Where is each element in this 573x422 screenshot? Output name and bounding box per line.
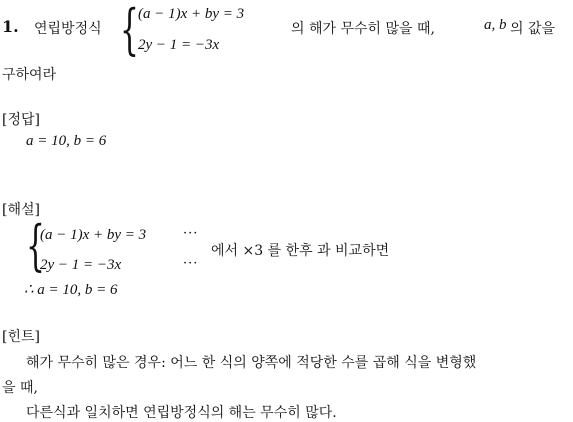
solution-label: [해설]: [2, 202, 40, 218]
problem-number: 1.: [2, 17, 19, 36]
hint-line-2: 을 때,: [2, 380, 38, 396]
problem-question-b: 의 값을: [510, 21, 556, 37]
system-brace: {: [120, 0, 139, 61]
hint-line-3: 다른식과 일치하면 연립방정식의 해는 무수히 많다.: [26, 405, 337, 421]
problem-lead: 연립방정식: [34, 21, 102, 37]
solution-brace: {: [26, 214, 45, 277]
hint-line-1: 해가 무수히 많은 경우: 어느 한 식의 양쪽에 적당한 수를 곱해 식을 변형했: [26, 355, 477, 371]
problem-equation-1: (a − 1)x + by = 3: [138, 6, 245, 22]
hint-label: [힌트]: [2, 329, 40, 345]
problem-question-c: 구하여라: [2, 67, 57, 83]
solution-equation-1: (a − 1)x + by = 3: [40, 227, 147, 243]
solution-equation-2: 2y − 1 = −3x: [40, 257, 122, 273]
problem-question-a: 의 해가 무수히 많을 때,: [291, 21, 435, 37]
answer-label: [정답]: [2, 112, 40, 128]
problem-vars: a, b: [484, 17, 507, 33]
answer-value: a = 10, b = 6: [26, 133, 107, 149]
solution-compare-text: 에서 ×3 를 한후 과 비교하면: [211, 243, 390, 259]
problem-equation-2: 2y − 1 = −3x: [138, 37, 220, 53]
solution-equation-2-marker: ···: [183, 256, 199, 271]
solution-equation-1-marker: ···: [183, 226, 199, 241]
solution-conclusion: ∴ a = 10, b = 6: [24, 282, 118, 298]
